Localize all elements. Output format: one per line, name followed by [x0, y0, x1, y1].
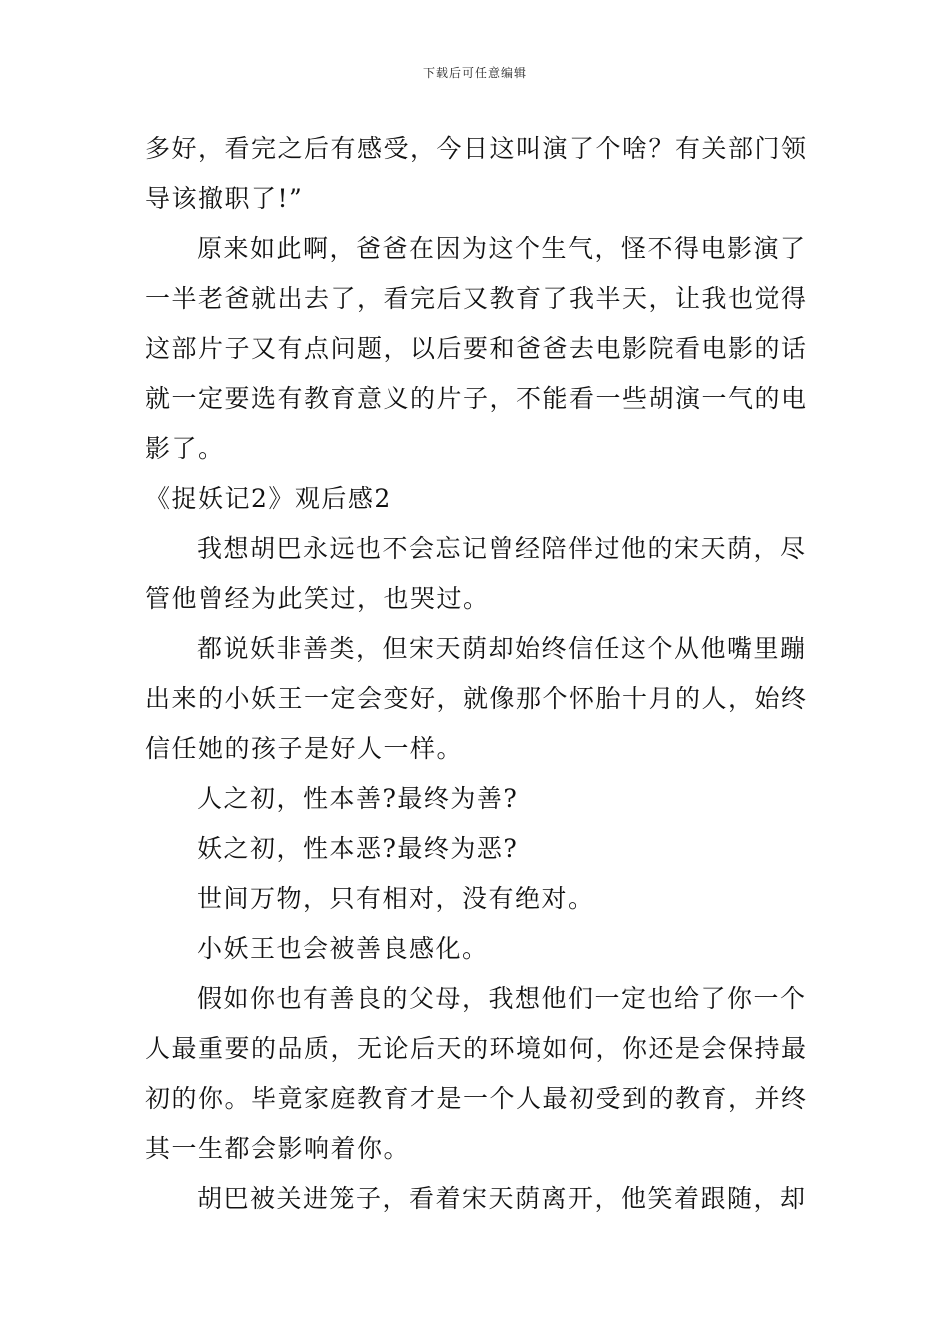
paragraph-human-nature: 人之初，性本善?最终为善?	[197, 784, 519, 813]
page-header-note: 下载后可任意编辑	[422, 66, 527, 80]
section-heading: 《捉妖记2》观后感2	[145, 484, 392, 513]
paragraph-family-education: 假如你也有善良的父母，我想他们一定也给了你一个人最重要的品质，无论后天的环境如何，你还是会保持最初的你。毕竟家庭教育才是一个人最初受到的教育，并终其一生都会影响着你。	[145, 984, 808, 1163]
document-body	[145, 124, 810, 1224]
paragraph-monster-nature: 妖之初，性本恶?最终为恶?	[197, 834, 519, 863]
paragraph-relativity: 世间万物，只有相对，没有绝对。	[197, 884, 595, 913]
paragraph-cage: 胡巴被关进笼子，看着宋天荫离开，他笑着跟随，却	[197, 1184, 807, 1213]
paragraph-father-angry: 原来如此啊，爸爸在因为这个生气，怪不得电影演了一半老爸就出去了，看完后又教育了我半天，让我也觉得这部片子又有点问题，以后要和爸爸去电影院看电影的话就一定要选有教育意义的片子，不能看一些胡演一气的电影了。	[145, 234, 808, 463]
paragraph-kindness: 小妖王也会被善良感化。	[197, 934, 489, 963]
paragraph-trust: 都说妖非善类，但宋天荫却始终信任这个从他嘴里蹦出来的小妖王一定会变好，就像那个怀胎十月的人，始终信任她的孩子是好人一样。	[145, 634, 808, 763]
paragraph-huba-memory: 我想胡巴永远也不会忘记曾经陪伴过他的宋天荫，尽管他曾经为此笑过，也哭过。	[145, 534, 807, 613]
paragraph-continuation: 多好，看完之后有感受，今日这叫演了个啥？有关部门领导该撤职了!”	[145, 134, 808, 213]
